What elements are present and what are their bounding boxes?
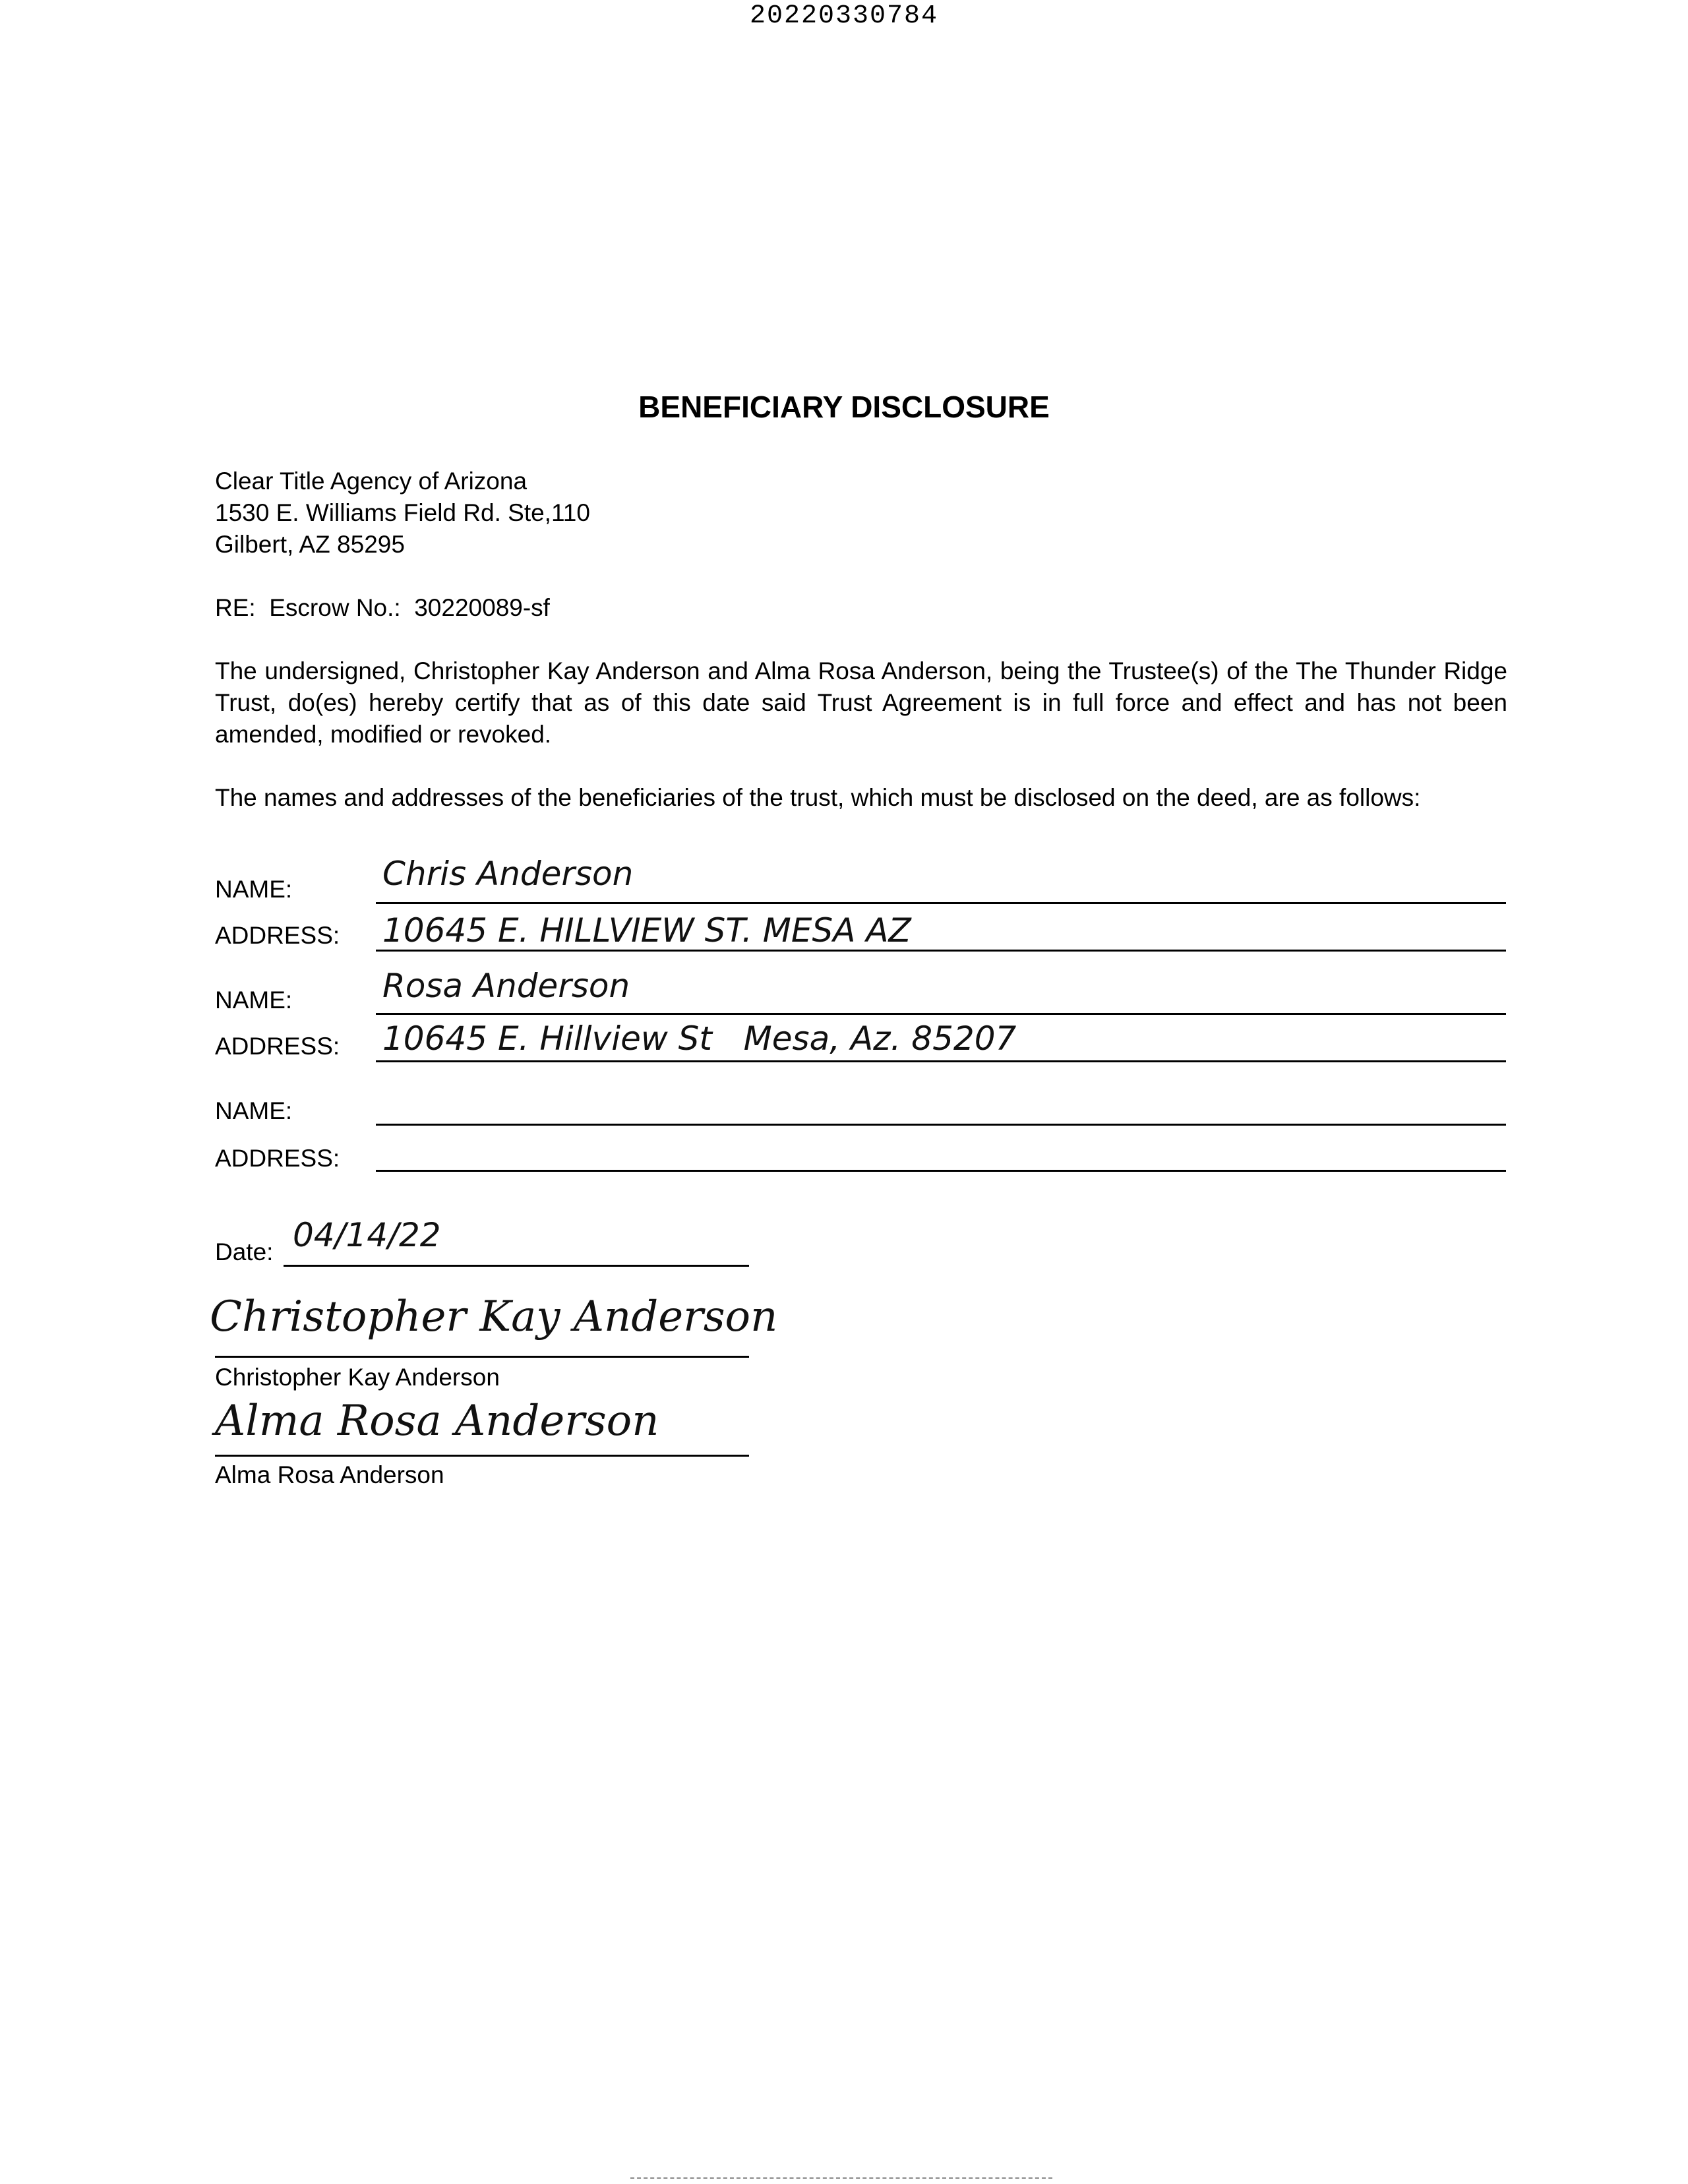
beneficiary-3-name-label: NAME: [215,1097,293,1124]
page-title: BENEFICIARY DISCLOSURE [638,390,1050,424]
signature-1-line [215,1356,749,1358]
agency-name: Clear Title Agency of Arizona [215,468,528,495]
beneficiary-2-name-line [376,1013,1506,1015]
agency-city: Gilbert, AZ 85295 [215,531,405,558]
beneficiary-3-address-label: ADDRESS: [215,1145,340,1172]
beneficiary-3-name-line [376,1124,1506,1126]
certification-paragraph: The undersigned, Christopher Kay Anderson and Alma Rosa Anderson, being the Trustee(s) of the The Thunder Ridge Trust, do(es) hereby certify that as of this date said Trust Agreement is in full force and effect and has not been amended, modified or revoked. [215,657,1507,748]
beneficiary-2-name: Rosa Anderson [382,967,630,1005]
beneficiary-1-address: 10645 E. HILLVIEW ST. MESA AZ [382,911,911,950]
beneficiary-1-name: Chris Anderson [382,855,634,893]
document-number: 20220330784 [749,1,939,31]
beneficiary-1-name-line [376,902,1506,904]
beneficiary-1-address-label: ADDRESS: [215,922,340,949]
beneficiary-1-name-label: NAME: [215,876,293,903]
signature-alma: Alma Rosa Anderson [215,1397,659,1445]
beneficiary-2-address-label: ADDRESS: [215,1033,340,1060]
beneficiary-1-address-line [376,950,1506,952]
date-label: Date: [215,1238,274,1265]
date-value: 04/14/22 [293,1216,441,1254]
signer-2-printed-name: Alma Rosa Anderson [215,1461,444,1488]
signature-2-line [215,1455,749,1457]
beneficiary-2-name-label: NAME: [215,986,293,1014]
agency-street: 1530 E. Williams Field Rd. Ste,110 [215,499,590,526]
beneficiaries-intro: The names and addresses of the beneficiaries of the trust, which must be disclosed on the deed, are as follows: [215,784,1421,811]
signer-1-printed-name: Christopher Kay Anderson [215,1364,500,1391]
beneficiary-2-address: 10645 E. Hillview St Mesa, Az. 85207 [382,1019,1017,1058]
signature-christopher: Christopher Kay Anderson [210,1292,778,1341]
beneficiary-2-address-line [376,1060,1506,1062]
beneficiary-3-address-line [376,1170,1506,1172]
escrow-reference: RE: Escrow No.: 30220089-sf [215,594,550,621]
date-line [284,1265,749,1267]
scan-artifact-line [630,2177,1052,2179]
